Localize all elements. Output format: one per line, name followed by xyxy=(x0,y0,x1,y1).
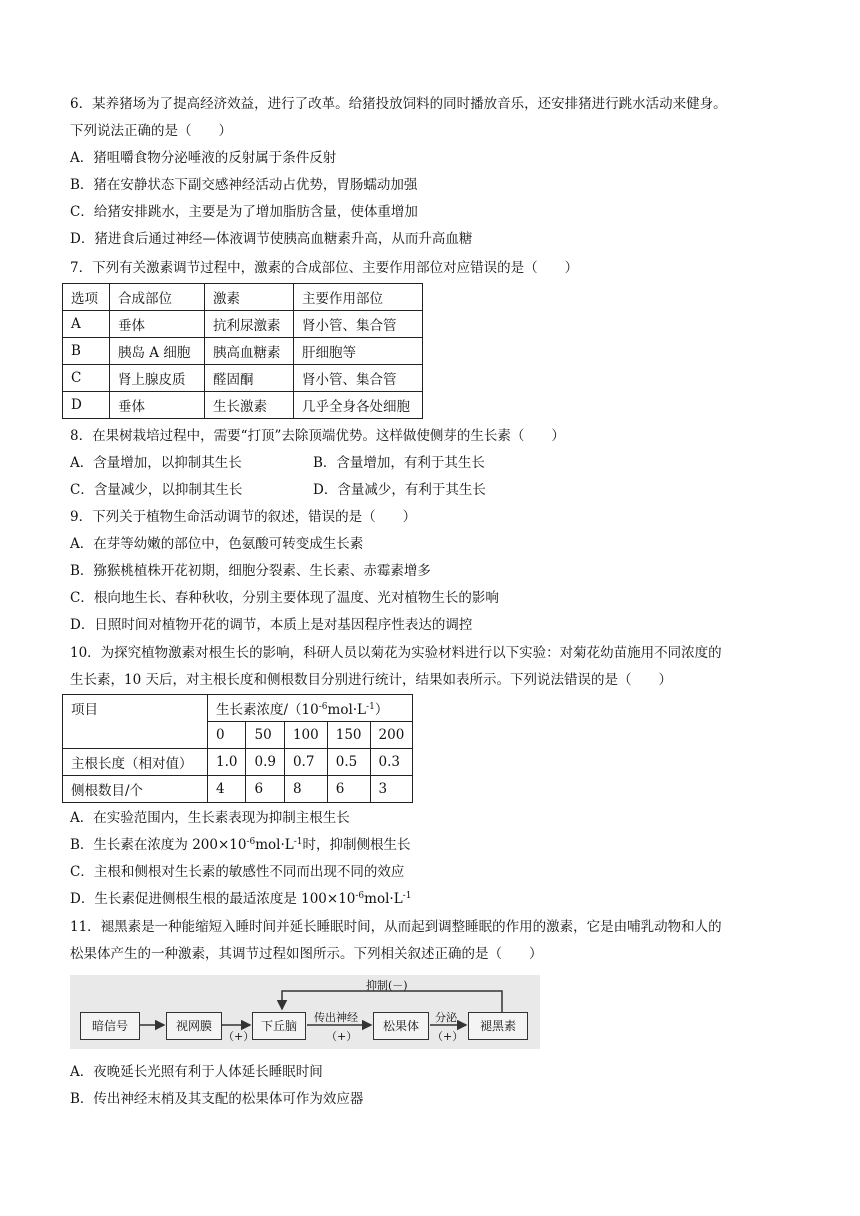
table-cell: 抗利尿激素 xyxy=(205,311,294,338)
q9-stem: 9．下列关于植物生命活动调节的叙述，错误的是（ ） xyxy=(70,509,417,525)
q7-table xyxy=(62,283,423,419)
q10-option-d-text: D．生长素促进侧根生根的最适浓度是 100×10 xyxy=(70,891,356,907)
superscript: -6 xyxy=(246,837,256,847)
table-cell: 6 xyxy=(327,776,370,803)
table-header-cell: 选项 xyxy=(63,284,110,311)
table-cell: 3 xyxy=(370,776,413,803)
table-header-cell: 主要作用部位 xyxy=(294,284,423,311)
plus-label: （+） xyxy=(223,1030,255,1043)
node-hypothalamus: 下丘脑 xyxy=(252,1012,306,1040)
q8-option-a: A．含量增加，以抑制其生长 xyxy=(70,455,242,471)
q10-table xyxy=(62,694,413,803)
table-row xyxy=(63,392,423,419)
secrete-label: 分泌 xyxy=(435,1011,457,1024)
table-header-cell xyxy=(208,695,413,722)
node-pineal: 松果体 xyxy=(373,1012,429,1040)
efferent-label: 传出神经 xyxy=(314,1011,358,1024)
q8-option-d: D．含量减少，有利于其生长 xyxy=(313,482,486,498)
q6-option-a: A．猪咀嚼食物分泌唾液的反射属于条件反射 xyxy=(70,150,337,166)
table-header-cell: 50 xyxy=(246,722,284,749)
q10-option-d xyxy=(70,889,411,909)
melatonin-regulation-diagram xyxy=(70,975,540,1049)
table-row xyxy=(63,311,423,338)
table-cell: 垂体 xyxy=(110,311,205,338)
table-cell: 几乎全身各处细胞 xyxy=(294,392,423,419)
q10-option-b-text: B．生长素在浓度为 200×10 xyxy=(70,837,247,853)
table-row xyxy=(63,338,423,365)
table-cell: 主根长度（相对值） xyxy=(63,749,208,776)
table-header-cell: 0 xyxy=(208,722,246,749)
q9-option-d: D．日照时间对植物开花的调节，本质上是对基因程序性表达的调控 xyxy=(70,617,473,633)
table-cell: 4 xyxy=(208,776,246,803)
conc-header-close: ） xyxy=(374,702,389,718)
table-header-row xyxy=(63,695,413,722)
table-cell: 肾上腺皮质 xyxy=(110,365,205,392)
superscript: -6 xyxy=(318,702,328,712)
table-header-cell: 项目 xyxy=(63,695,208,749)
table-cell: A xyxy=(63,311,110,338)
q8-option-c: C．含量减少，以抑制其生长 xyxy=(70,482,243,498)
table-cell: 肾小管、集合管 xyxy=(294,311,423,338)
node-melatonin: 褪黑素 xyxy=(468,1012,528,1040)
table-cell: 0.5 xyxy=(327,749,370,776)
q10-option-b-unit: mol·L xyxy=(255,837,294,853)
q6-stem-line1: 6．某养猪场为了提高经济效益，进行了改革。给猪投放饲料的同时播放音乐，还安排猪进行跳水活动来健身。 xyxy=(70,96,727,112)
table-cell: 醛固酮 xyxy=(205,365,294,392)
q6-stem-line2: 下列说法正确的是（ ） xyxy=(70,123,232,139)
conc-header-text: 生长素浓度/（10 xyxy=(216,702,319,718)
q10-stem-line2: 生长素，10 天后，对主根长度和侧根数目分别进行统计，结果如表所示。下列说法错误的是（ ） xyxy=(70,672,672,688)
table-cell: 0.9 xyxy=(246,749,284,776)
q11-stem-line1: 11．褪黑素是一种能缩短入睡时间并延长睡眠时间，从而起到调整睡眠的作用的激素，它是由哺乳动物和人的 xyxy=(70,919,722,935)
inhibit-label: 抑制(－) xyxy=(366,979,408,992)
q8-stem: 8．在果树栽培过程中，需要“打顶”去除顶端优势。这样做使侧芽的生长素（ ） xyxy=(70,428,565,444)
table-cell: 胰岛 A 细胞 xyxy=(110,338,205,365)
table-header-cell: 150 xyxy=(327,722,370,749)
superscript: -1 xyxy=(293,837,303,847)
q11-option-a: A．夜晚延长光照有利于人体延长睡眠时间 xyxy=(70,1064,323,1080)
q11-stem-line2: 松果体产生的一种激素，其调节过程如图所示。下列相关叙述正确的是（ ） xyxy=(70,946,543,962)
node-retina: 视网膜 xyxy=(166,1012,222,1040)
table-cell: 0.7 xyxy=(284,749,327,776)
q10-option-b xyxy=(70,835,411,855)
table-cell: 生长激素 xyxy=(205,392,294,419)
node-dark-signal: 暗信号 xyxy=(80,1012,140,1040)
superscript: -6 xyxy=(355,891,365,901)
q9-option-c: C．根向地生长、春种秋收，分别主要体现了温度、光对植物生长的影响 xyxy=(70,590,499,606)
table-cell: 0.3 xyxy=(370,749,413,776)
table-cell: 6 xyxy=(246,776,284,803)
superscript: -1 xyxy=(366,702,375,712)
q6-option-b: B．猪在安静状态下副交感神经活动占优势，胃肠蠕动加强 xyxy=(70,177,418,193)
table-cell: 8 xyxy=(284,776,327,803)
q9-option-b: B．猕猴桃植株开花初期，细胞分裂素、生长素、赤霉素增多 xyxy=(70,563,431,579)
q7-stem: 7．下列有关激素调节过程中，激素的合成部位、主要作用部位对应错误的是（ ） xyxy=(70,260,579,276)
q10-option-d-unit: mol·L xyxy=(364,891,403,907)
q6-option-d: D．猪进食后通过神经—体液调节使胰高血糖素升高，从而升高血糖 xyxy=(70,231,473,247)
plus-label: （+） xyxy=(432,1030,464,1043)
table-cell: 胰高血糖素 xyxy=(205,338,294,365)
superscript: -1 xyxy=(402,891,412,901)
table-header-cell: 100 xyxy=(284,722,327,749)
table-row xyxy=(63,749,413,776)
q10-option-b-rest: 时，抑制侧根生长 xyxy=(302,837,411,853)
conc-header-unit: mol·L xyxy=(327,702,367,718)
table-header-cell: 合成部位 xyxy=(110,284,205,311)
q10-stem-line1: 10．为探究植物激素对根生长的影响，科研人员以菊花为实验材料进行以下实验：对菊花幼苗施用不同浓度的 xyxy=(70,645,722,661)
table-cell: 肝细胞等 xyxy=(294,338,423,365)
table-header-cell: 200 xyxy=(370,722,413,749)
table-cell: 侧根数目/个 xyxy=(63,776,208,803)
plus-label: （+） xyxy=(326,1030,358,1043)
table-cell: 垂体 xyxy=(110,392,205,419)
table-row xyxy=(63,365,423,392)
table-cell: 肾小管、集合管 xyxy=(294,365,423,392)
q6-option-c: C．给猪安排跳水，主要是为了增加脂肪含量，使体重增加 xyxy=(70,204,418,220)
table-cell: B xyxy=(63,338,110,365)
table-header-cell: 激素 xyxy=(205,284,294,311)
table-header-row xyxy=(63,284,423,311)
q8-option-b: B．含量增加，有利于其生长 xyxy=(313,455,485,471)
table-cell: C xyxy=(63,365,110,392)
table-cell: D xyxy=(63,392,110,419)
q10-option-c: C．主根和侧根对生长素的敏感性不同而出现不同的效应 xyxy=(70,864,405,880)
q10-option-a: A．在实验范围内，生长素表现为抑制主根生长 xyxy=(70,810,350,826)
table-row xyxy=(63,776,413,803)
table-cell: 1.0 xyxy=(208,749,246,776)
q9-option-a: A．在芽等幼嫩的部位中，色氨酸可转变成生长素 xyxy=(70,536,364,552)
q11-option-b: B．传出神经末梢及其支配的松果体可作为效应器 xyxy=(70,1091,364,1107)
